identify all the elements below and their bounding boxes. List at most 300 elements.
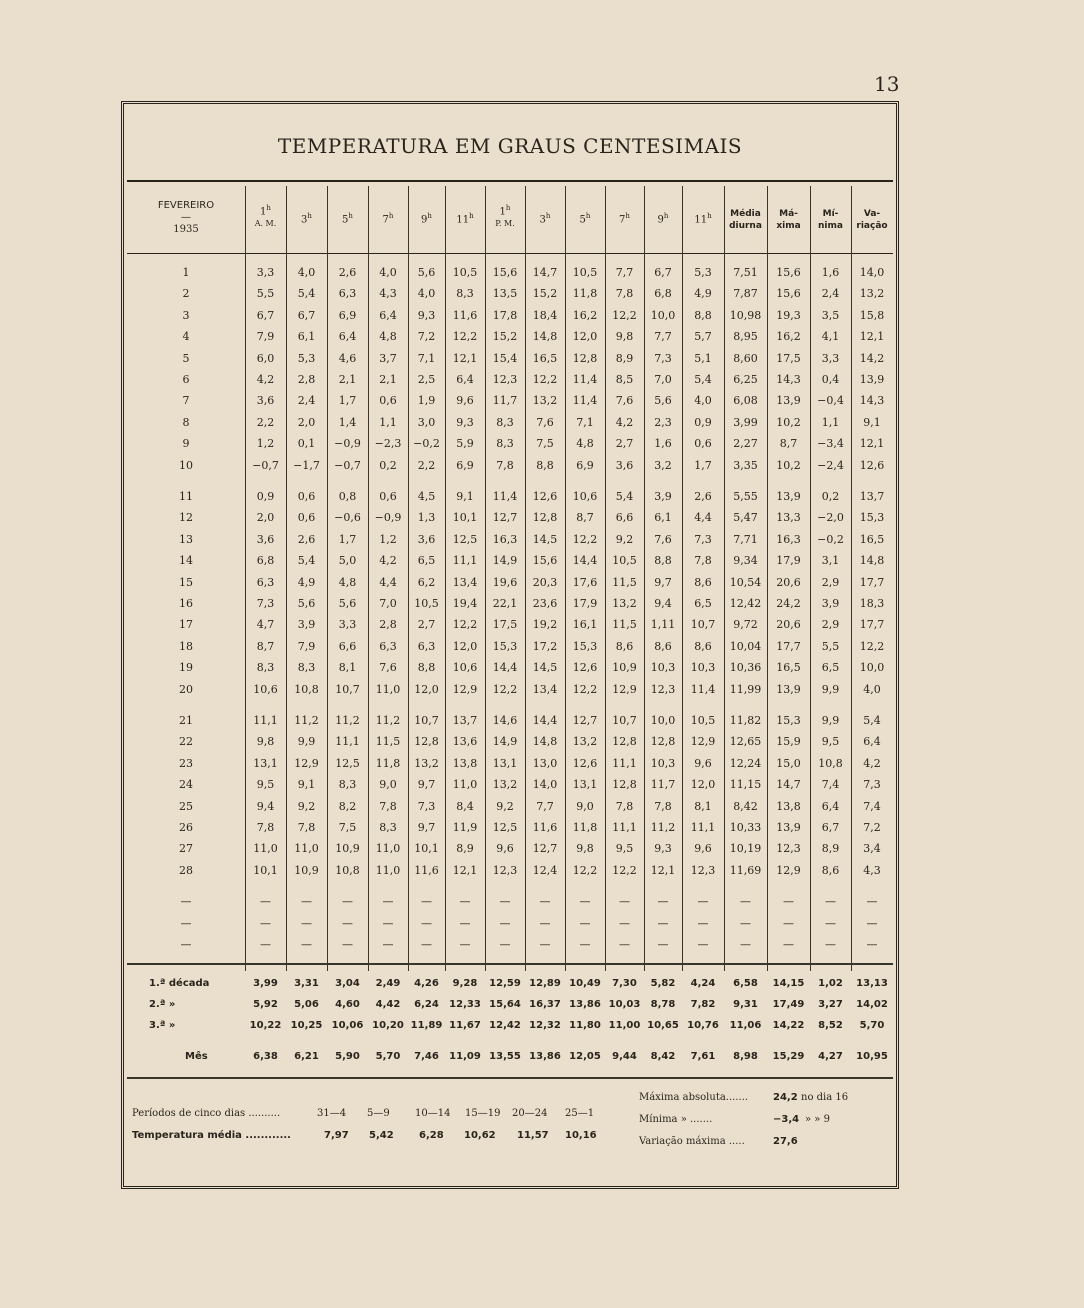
table-cell: 12,1 [452,351,478,365]
table-cell: 4,0 [694,394,712,408]
table-cell: 3,6 [417,532,436,546]
table-row [127,507,893,528]
table-cell: 7,0 [379,597,397,610]
header-hour [605,210,644,226]
table-row [127,305,893,326]
table-cell: 12,0 [690,778,716,792]
table-cell: 10,3 [690,661,716,675]
table-row [127,679,893,700]
table-cell: 14,2 [859,351,885,365]
table-cell: 8,3 [496,415,514,429]
header-line: diurna [729,221,762,231]
hour-number: 11 [456,214,470,226]
table-cell: 4,3 [863,863,881,877]
table-cell: 5,55 [733,490,758,503]
table-cell: — [539,916,551,930]
table-cell: 11,1 [335,735,360,749]
table-cell: 5,0 [338,554,357,568]
table-cell: 15,6 [492,266,518,279]
summary-row [127,974,893,994]
table-cell: 19,6 [492,575,518,589]
var-max-value: 27,6 [773,1136,798,1147]
table-cell: 12,8 [612,735,637,749]
table-cell: 14,7 [776,778,801,792]
table-cell: 5,6 [338,597,357,610]
table-cell: 12,2 [572,682,598,696]
table-cell: 12,7 [492,511,518,525]
table-cell: — [459,895,471,909]
table-cell: 16,5 [532,351,558,365]
table-cell: 13,4 [532,682,558,696]
summary-cell: 3,04 [335,978,360,989]
summary-cell: 5,92 [253,999,278,1010]
table-cell: 6,8 [256,554,275,568]
summary-cell: 12,89 [529,978,561,989]
table-cell: 9,8 [615,330,634,344]
table-cell: 4 [182,330,190,344]
table-cell: 12,5 [492,821,518,834]
table-cell: 14,4 [492,661,518,675]
summary-cell: 11,00 [608,1020,641,1031]
table-cell: 10,6 [572,490,598,503]
table-cell: — [697,895,709,909]
table-cell: 13,2 [532,394,558,408]
table-cell: 12,2 [572,532,598,546]
table-row [127,412,893,433]
table-cell: 2,27 [733,437,758,451]
table-cell: — [825,938,836,951]
table-cell: 9,72 [733,618,758,632]
table-cell: 1,6 [654,437,672,451]
table-row [127,283,893,304]
table-cell: 12,2 [452,330,478,344]
table-cell: 2,0 [297,415,316,429]
table-cell: 12,8 [414,735,439,749]
min-day: » » 9 [805,1114,830,1125]
table-cell: 10,04 [729,639,762,653]
table-cell: 10,9 [612,661,637,675]
hour-number: 9 [421,214,428,226]
summary-cell: 10,03 [608,999,641,1010]
table-cell: 14,7 [532,266,558,279]
table-cell: 14,9 [492,554,518,568]
hour-number: 7 [619,214,626,226]
table-cell: 6,9 [456,458,474,472]
table-cell: 13,2 [572,735,598,749]
table-cell: 11,4 [492,490,518,503]
table-cell: 13,9 [859,373,885,386]
table-cell: 14,4 [532,714,558,727]
table-cell: 10,3 [650,661,676,675]
table-cell: 19 [179,661,193,675]
summary-cell: 12,32 [529,1020,561,1031]
page-number: 13 [874,72,900,96]
section-rule [127,1077,893,1079]
table-cell: 13,9 [776,394,801,408]
table-cell: 8,9 [456,842,474,856]
table-cell: 16,5 [776,661,801,675]
table-cell: 12 [179,511,193,525]
table-cell: 1,9 [417,394,436,408]
summary-cell: 9,44 [612,1051,637,1062]
table-cell: 9,0 [576,799,594,813]
table-cell: 12,9 [776,863,801,877]
table-cell: 16,2 [776,330,801,344]
table-cell: 1,4 [338,415,357,429]
table-cell: 8,8 [536,458,554,472]
summary-cell: 10,65 [647,1020,679,1031]
table-cell: — [740,916,751,930]
table-cell: 8,6 [654,639,672,653]
table-cell: −0,7 [252,458,279,472]
table-cell: 26 [179,821,193,834]
table-cell: 9,9 [821,714,840,727]
table-cell: 12,1 [859,330,885,344]
table-cell: 10,9 [294,863,319,877]
table-cell: 9,4 [654,597,672,610]
summary-cell: 6,24 [414,999,439,1010]
table-cell: 6,5 [694,597,712,610]
table-cell: 17,5 [776,351,801,365]
table-cell: 4,8 [576,437,594,451]
table-cell: — [421,938,432,951]
table-cell: 11,1 [612,821,637,834]
table-cell: — [740,895,751,909]
table-cell: 8,5 [615,373,634,386]
hour-period: P. M. [495,219,515,229]
table-cell: 8,7 [779,437,798,451]
table-cell: — [421,895,432,909]
table-row [127,593,893,614]
table-cell: 7,8 [297,821,316,834]
page-title: TEMPERATURA EM GRAUS CENTESIMAIS [277,134,743,158]
table-cell: 7,7 [654,330,672,344]
table-cell: 5,4 [694,373,712,386]
table-cell: 10,1 [414,842,439,856]
table-row [127,486,893,507]
summary-cell: 2,49 [375,978,401,989]
table-cell: 15,0 [776,756,801,770]
table-cell: 0,1 [297,437,316,451]
table-cell: 6,9 [576,458,594,472]
table-cell: 7,3 [654,351,672,365]
table-cell: 3,7 [379,351,397,365]
table-cell: 17,2 [532,639,558,653]
table-cell: 9,8 [576,842,594,856]
table-cell: 0,6 [379,394,397,408]
summary-cell: 12,33 [449,999,481,1010]
table-cell: — [180,938,192,951]
table-cell: 12,2 [859,639,885,653]
table-cell: 5,9 [456,437,474,451]
table-row [127,913,893,934]
table-cell: 13,7 [859,490,885,503]
table-cell: 13,9 [776,821,801,834]
table-cell: 1,7 [338,532,357,546]
table-row [127,262,893,283]
table-cell: 16 [179,597,193,610]
table-cell: — [783,938,794,951]
table-cell: 15,4 [492,351,518,365]
header-line: nima [818,221,843,231]
table-cell: 5,5 [821,639,840,653]
table-cell: 3,5 [821,308,840,322]
table-cell: 6,1 [297,330,316,344]
table-cell: 12,65 [729,735,762,749]
table-cell: 13,3 [776,511,801,525]
table-cell: 15,2 [492,330,518,344]
table-cell: 16,3 [492,532,518,546]
table-cell: 13,9 [776,490,801,503]
table-cell: 4,0 [379,266,397,279]
table-cell: 12,24 [729,756,762,770]
table-cell: 18,3 [859,597,885,610]
header-month [127,200,245,236]
table-row [127,891,893,912]
table-cell: 4,9 [297,575,316,589]
header-line: Mí- [822,209,839,219]
table-cell: 9,3 [417,308,436,322]
table-cell: 5,1 [694,351,712,365]
table-cell: 15,6 [532,554,558,568]
table-row [127,529,893,550]
table-cell: 23,6 [532,597,558,610]
table-cell: — [499,938,511,951]
table-cell: 10,7 [335,682,360,696]
header-hour [525,210,565,226]
table-cell: 5,4 [863,714,881,727]
table-cell: 3,3 [338,618,357,632]
table-cell: — [740,938,751,951]
table-cell: 6,5 [821,661,840,675]
table-cell: 14,8 [532,330,558,344]
summary-cell: 2.ª » [149,999,176,1010]
summary-cell: 12,59 [489,978,521,989]
summary-cell: 6,21 [294,1051,319,1062]
table-cell: 8,8 [417,661,436,675]
table-cell: 12,9 [294,756,319,770]
table-cell: 8,3 [338,778,357,792]
table-cell: 6,4 [456,373,474,386]
summary-cell: 10,49 [569,978,601,989]
table-row [127,636,893,657]
summary-cell: 10,20 [372,1020,404,1031]
table-cell: 6,4 [379,308,397,322]
summary-cell: 13,55 [489,1051,521,1062]
summary-cell: 15,29 [772,1051,805,1062]
summary-row [127,1047,893,1067]
table-cell: 4,4 [379,575,397,589]
table-cell: 5,6 [417,266,436,279]
table-cell: 13,9 [776,682,801,696]
table-cell: 2,8 [379,618,397,632]
table-cell: 18,4 [532,308,558,322]
table-row [127,710,893,731]
table-cell: 5,3 [694,266,712,279]
table-cell: 22 [179,735,193,749]
table-cell: 8,4 [456,799,474,813]
table-row [127,572,893,593]
table-cell: 17,9 [572,597,598,610]
table-cell: 12,2 [492,682,518,696]
table-cell: 11,0 [375,682,401,696]
hour-unit: h [266,204,271,212]
table-cell: — [260,916,271,930]
table-cell: — [579,938,591,951]
table-cell: 3,6 [256,532,275,546]
table-cell: 11,5 [375,735,401,749]
summary-cell: 10,76 [687,1020,719,1031]
summary-cell: 13,86 [569,999,601,1010]
table-cell: −0,9 [374,511,402,525]
table-cell: 14,8 [859,554,885,568]
table-cell: 7,2 [417,330,436,344]
table-cell: 7,8 [496,458,514,472]
table-cell: — [260,938,271,951]
table-cell: — [499,916,511,930]
table-cell: 11,5 [612,575,637,589]
table-cell: 14,9 [492,735,518,749]
table-cell: 7,8 [379,799,397,813]
table-cell: 5,5 [256,287,275,301]
summary-cell: 16,37 [529,999,561,1010]
table-cell: — [619,916,630,930]
table-cell: 13,1 [492,756,518,770]
header-hour [445,210,485,226]
table-cell: 6 [182,373,190,386]
period-3: 10—14 [415,1108,451,1119]
table-cell: 8,9 [821,842,840,856]
table-cell: −3,4 [817,437,844,451]
table-cell: 11,1 [253,714,278,727]
summary-cell: 8,98 [733,1051,758,1062]
table-header [127,186,893,254]
table-cell: 14,0 [859,266,885,279]
table-cell: 15,3 [492,639,518,653]
table-cell: — [579,895,591,909]
table-cell: 10,2 [776,415,801,429]
table-cell: 3,6 [256,394,275,408]
table-cell: 6,3 [417,639,436,653]
table-cell: 7,6 [379,661,397,675]
summary-cell: 15,64 [489,999,521,1010]
header-hour [565,210,605,226]
table-cell: 3 [182,308,190,322]
table-cell: 11,1 [612,756,637,770]
table-cell: 12,9 [612,682,637,696]
table-cell: 6,4 [821,799,840,813]
table-cell: — [657,895,669,909]
summary-cell: 7,46 [414,1051,439,1062]
table-cell: 5,4 [297,287,316,301]
table-cell: 21 [179,714,193,727]
table-cell: 6,4 [863,735,881,749]
table-cell: 9,2 [615,532,634,546]
summary-cell: 8,52 [818,1020,843,1031]
summary-cell: 5,70 [859,1020,885,1031]
table-cell: — [180,895,192,909]
table-cell: 2,7 [615,437,634,451]
table-cell: 10,98 [729,308,762,322]
hour-number: 11 [694,214,708,226]
table-cell: — [301,895,312,909]
table-cell: −2,4 [817,458,844,472]
table-cell: 8,60 [733,351,758,365]
table-cell: −0,4 [817,394,844,408]
table-cell: 6,08 [733,394,758,408]
table-cell: 8,3 [297,661,316,675]
hour-number: 5 [579,214,586,226]
table-cell: 4,3 [379,287,397,301]
table-cell: 12,6 [532,490,558,503]
table-cell: 13,4 [452,575,478,589]
hour-number: 1 [260,206,267,218]
table-cell: 11 [179,490,193,503]
table-cell: 16,5 [859,532,885,546]
table-cell: 4,6 [338,351,357,365]
table-cell: — [382,895,394,909]
table-cell: 3,99 [733,415,758,429]
table-cell: 7,8 [654,799,672,813]
table-cell: 2,7 [417,618,436,632]
table-cell: 11,9 [452,821,478,834]
table-cell: 4,2 [256,373,275,386]
table-row [127,774,893,795]
table-cell: 18 [179,639,193,653]
table-cell: 8,3 [379,821,397,834]
table-cell: 1,7 [694,458,712,472]
table-cell: 10,33 [729,821,762,834]
table-cell: — [657,938,669,951]
table-cell: 15,3 [859,511,885,525]
table-cell: 15,2 [532,287,558,301]
table-cell: 6,7 [654,266,672,279]
table-cell: 11,8 [572,287,598,301]
table-cell: 0,2 [821,490,840,503]
table-cell: 12,8 [532,511,558,525]
table-row [127,817,893,838]
table-cell: 3,9 [297,618,316,632]
table-cell: 0,6 [297,511,316,525]
table-cell: 11,5 [612,618,637,632]
table-cell: 11,0 [294,842,319,856]
table-cell: 11,4 [572,373,598,386]
table-cell: 11,6 [452,308,478,322]
table-cell: 12,1 [650,863,676,877]
header-month-name: FEVEREIRO [157,200,215,211]
header-line: riação [856,221,888,231]
table-cell: 20 [179,682,193,696]
table-cell: 2,9 [821,618,840,632]
table-cell: 14,6 [492,714,518,727]
table-cell: 7,7 [615,266,634,279]
max-abs-day: no dia 16 [801,1092,849,1103]
hour-unit: h [663,212,669,220]
table-cell: 2,1 [379,373,397,386]
table-cell: 10,2 [776,458,801,472]
table-cell: 27 [179,842,193,856]
table-cell: 10,8 [294,682,319,696]
table-cell: 4,7 [256,618,275,632]
table-row [127,614,893,635]
table-cell: 11,7 [492,394,518,408]
table-cell: 1 [182,266,190,279]
table-cell: 8,95 [733,330,758,344]
table-cell: 7,87 [733,287,758,301]
table-cell: 24,2 [776,597,801,610]
header-media-diurna [724,208,767,232]
table-cell: 13,7 [452,714,478,727]
